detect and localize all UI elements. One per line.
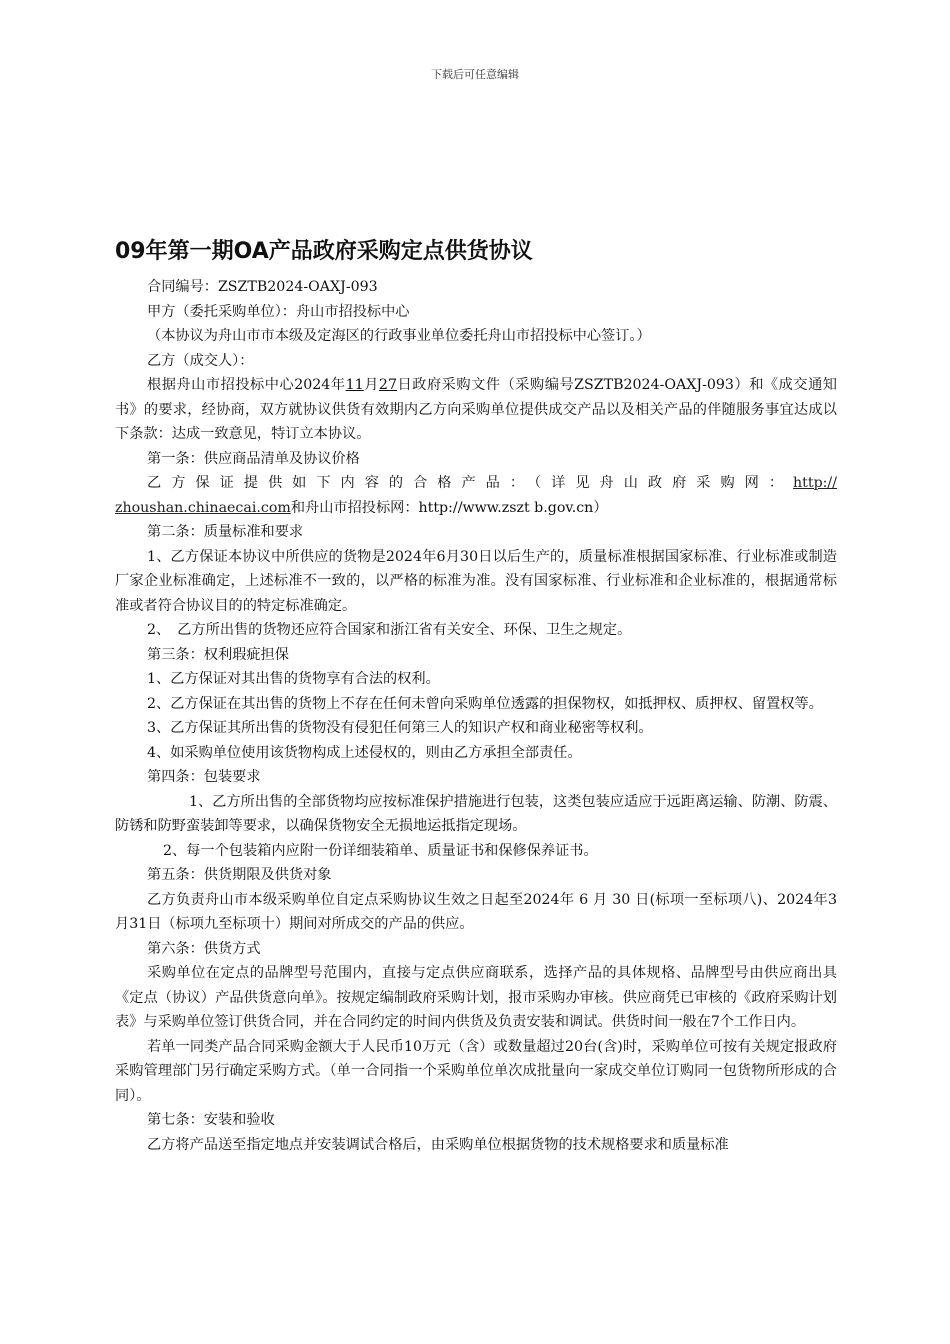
article-3-item-1: 1、乙方保证对其出售的货物享有合法的权利。 xyxy=(147,671,440,687)
link-http[interactable]: http:// xyxy=(793,475,837,491)
link-chinaecai[interactable]: zhoushan.chinaecai.com xyxy=(115,499,291,516)
article-3-heading: 第三条：权利瑕疵担保 xyxy=(147,646,289,663)
article-4-item-2: 2、每一个包装箱内应附一份详细装箱单、质量证书和保修保养证书。 xyxy=(163,842,598,859)
intro-month: 11 xyxy=(345,377,364,393)
article-2-item-1: 1、乙方保证本协议中所供应的货物是2024年6月30日以后生产的，质量标准根据国家标准、行业标准或制造厂家企业标准确定，上述标准不一致的，以严格的标准为准。没有国家标准、行业标准和企业标准的，根据通常标准或者符合协议目的的特定标准确定。 xyxy=(115,548,837,614)
article-2-heading: 第二条：质量标准和要求 xyxy=(147,524,304,540)
article-6-heading: 第六条：供货方式 xyxy=(147,940,261,957)
article-3-item-2: 2、乙方保证在其出售的货物上不存在任何未曾向采购单位透露的担保物权，如抵押权、质押权、留置权等。 xyxy=(147,695,823,712)
page-header: 下载后可任意编辑 xyxy=(431,68,519,81)
contract-number: 合同编号：ZSZTB2024-OAXJ-093 xyxy=(147,279,378,295)
article-6-paragraph-2: 若单一同类产品合同采购金额大于人民币10万元（含）或数量超过20台(含)时，采购单位可按有关规定报政府采购管理部门另行确定采购方式。（单一合同指一个采购单位单次成批量向一家成交单位订购同一包货物所形成的合同）。 xyxy=(115,1038,837,1104)
party-a-note: （本协议为舟山市市本级及定海区的行政事业单位委托舟山市招投标中心签订。） xyxy=(147,328,651,344)
article-6-paragraph-1: 采购单位在定点的品牌型号范围内，直接与定点供应商联系，选择产品的具体规格、品牌型号由供应商出具《定点（协议）产品供货意向单》。按规定编制政府采购计划，报市采购办审核。供应商凭已审核的《政府采购计划表》与采购单位签订供货合同，并在合同约定的时间内供货及负责安装和调试。供货时间一般在7个工作日内。 xyxy=(115,965,837,1030)
article-7-text: 乙方将产品送至指定地点并安装调试合格后，由采购单位根据货物的技术规格要求和质量标准 xyxy=(147,1136,729,1153)
intro-day: 27 xyxy=(378,377,397,393)
party-a: 甲方（委托采购单位）：舟山市招投标中心 xyxy=(147,303,410,320)
article-4-item-1: 1、乙方所出售的全部货物均应按标准保护措施进行包装，这类包装应适应于远距离运输、防潮、防震、防锈和防野蛮装卸等要求，以确保货物安全无损地运抵指定现场。 xyxy=(115,793,837,834)
article-1-heading: 第一条：供应商品清单及协议价格 xyxy=(147,450,360,467)
intro-paragraph: 根据舟山市招投标中心2024年11月27日政府采购文件（采购编号ZSZTB2024-OAXJ-093）和《成交通知书》的要求，经协商，双方就协议供货有效期内乙方向采购单位提供成交产品以及相关产品的伴随服务事宜达成以下条款：达成一致意见，特订立本协议。 xyxy=(115,377,837,442)
document-body xyxy=(115,234,837,1157)
article-5-heading: 第五条：供货期限及供货对象 xyxy=(147,867,332,883)
article-2-item-2: 2、 乙方所出售的货物还应符合国家和浙江省有关安全、环保、卫生之规定。 xyxy=(147,622,632,638)
article-5-text: 乙方负责舟山市本级采购单位自定点采购协议生效之日起至2024年 6 月 30 日(标项一至标项八)、2024年3月31日（标项九至标项十）期间对所成交的产品的供应。 xyxy=(115,891,837,932)
document-title: 09年第一期OA产品政府采购定点供货协议 xyxy=(115,239,533,264)
article-3-item-4: 4、如采购单位使用该货物构成上述侵权的，则由乙方承担全部责任。 xyxy=(147,744,582,761)
article-1-line2: zhoushan.chinaecai.com和舟山市招投标网：http://www.zszt b.gov.cn） xyxy=(115,499,608,516)
article-3-item-3: 3、乙方保证其所出售的货物没有侵犯任何第三人的知识产权和商业秘密等权利。 xyxy=(147,720,653,736)
article-7-heading: 第七条：安装和验收 xyxy=(147,1112,275,1128)
article-4-heading: 第四条：包装要求 xyxy=(147,769,261,785)
article-1-line1: 乙方保证提供如下内容的合格产品：（详见舟山政府采购网：http:// xyxy=(147,475,837,491)
party-b: 乙方（成交人）： xyxy=(147,352,254,369)
